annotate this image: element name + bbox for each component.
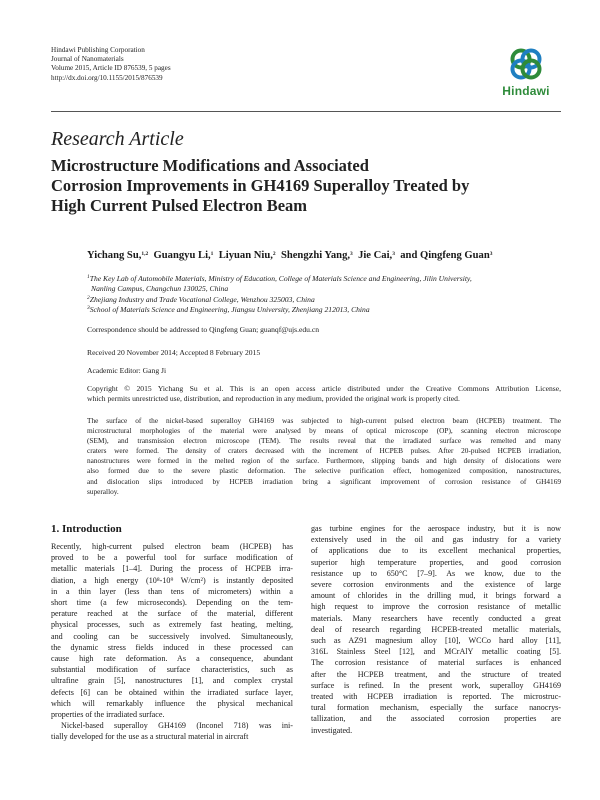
text-line: diation, a high energy (10⁸-10⁹ W/cm²) is instantly deposited [51,575,293,585]
abstract-line: craters were formed. The density of craters decreased with the increment of HCPEB pulses. After 20-pulsed HCPEB irradiation, [87,446,561,456]
affiliation: $^2$Zhejiang Industry and Trade Vocational College, Wenzhou 325003, China [87,294,315,304]
text-line: proved to be a powerful tool for surface modification of [51,553,293,563]
abstract-line: (SEM), and transmission electron microscope (TEM). The results reveal that the irradiated surface was remelted and many [87,436,561,446]
text-line: The corrosion resistance of material surfaces is enhanced [311,658,561,668]
abstract-line: and dislocation slips introduced by HCPEB irradiation bring a significant improvement of corrosion resistance of GH4169 [87,476,561,486]
text-line: metallic materials [1–4]. During the process of HCPEB irra- [51,564,293,574]
article-type: Research Article [51,128,184,150]
text-line: treated with HCPEB irradiation is reported. The microstruc- [311,692,561,702]
text-line: the dynamic stress fields induced in these processed can [51,642,293,652]
text-line: tially developed for the use as a structural material in aircraft [51,732,249,742]
affiliations [87,274,472,315]
logo-wordmark: Hindawi [502,84,550,98]
text-line: properties of the irradiated surface. [51,710,165,720]
text-line: Nickel-based superalloy GH4169 (Inconel 718) was ini- [61,721,293,731]
copyright [87,384,561,405]
text-line: which will remarkably influence the physical mechanical [51,698,293,708]
intro-text-left [51,541,293,743]
paper-title [51,156,551,216]
left-column [51,523,293,743]
text-line: extensively used in the oil and gas industry for a variety [311,535,561,545]
text-line: such as AZ91 magnesium alloy [10], WCCo hard alloy [11], [311,636,561,646]
copyright-line: Copyright © 2015 Yichang Su et al. This is an open access article distributed under the Creative Commons Attribution License, [87,384,561,393]
publisher: Hindawi Publishing Corporation [51,46,145,54]
text-line: amount of chlorides in the drilling mud, it brings forward a [311,591,561,601]
text-line: high request to improve the corrosion resistance of metallic [311,602,561,612]
right-column [311,523,561,736]
title-line: Corrosion Improvements in GH4169 Superalloy Treated by [51,176,470,195]
abstract-line: nanostructures were formed in the melted region of the surface. Furthermore, slipping bands and high density of dislocations were [87,456,561,466]
text-line: short time (a few microseconds). Depending on the tem- [51,598,293,608]
text-line: in a thin layer (less than tens of micrometers) within a [51,586,293,596]
text-line: tural formation mechanism, especially the surface nanocrys- [311,703,561,713]
text-line: superior high temperature properties, and good corrosion [311,557,561,567]
header-divider [51,111,561,112]
text-line: defects [6] can be obtained within the irradiated surface layer, [51,687,293,697]
text-line: 316L Stainless Steel [12], and MCrAlY metallic coating [5]. [311,647,561,657]
text-line: investigated. [311,725,353,735]
title-line: Microstructure Modifications and Associated [51,156,369,175]
text-line: of applications due to its excellent mechanical properties, [311,546,561,556]
author-list [87,250,493,261]
author: Yichang Su,$^{1,2}$ [87,250,149,261]
text-line: perature reached at the surface of the material, different [51,609,293,619]
hindawi-logo [493,44,559,98]
abstract-line: superalloy. [87,486,119,496]
text-line: ultrafine grain [5], nanostructures [1], and complex crystal [51,676,293,686]
received-dates: Received 20 November 2014; Accepted 8 February 2015 [87,348,261,357]
text-line: severe corrosion environments and the existence of large [311,580,561,590]
author: Liyuan Niu,$^2$ [218,250,276,261]
abstract-line: also formed due to the severe plastic deformation. The selective purification effect, homogenized composition, nanostructures, [87,466,561,476]
copyright-line: which permits unrestricted use, distribution, and reproduction in any medium, provided the original work is properly cited. [87,394,460,404]
text-line: deal of research regarding HCPEB-treated metallic materials, [311,624,561,634]
doi-link[interactable]: http://dx.doi.org/10.1155/2015/876539 [51,73,163,82]
journal-name: Journal of Nanomaterials [51,55,124,64]
hindawi-rings-icon [506,44,546,84]
text-line: materials. Many researchers have recently conducted a great [311,613,561,623]
text-line: after the HCPEB treatment, and the structure of treated [311,669,561,679]
affiliation: $^1$The Key Lab of Automobile Materials, Ministry of Education, College of Materials Science and Engineering, Jilin University, [87,274,472,283]
text-line: gas turbine engines for the aerospace industry, but it is now [311,524,561,533]
author: Jie Cai,$^3$ [358,250,395,261]
text-line: physical processes, such as extremely fast heating, melting, [51,620,293,630]
author: and Qingfeng Guan$^3$ [400,250,493,261]
abstract-line: microstructural morphologies of the material were analysed by means of optical microscope (OP), scanning electron microscope [87,426,561,436]
correspondence: Correspondence should be addressed to Qingfeng Guan; guanqf@ujs.edu.cn [87,325,320,334]
text-line: resistance up to 650°C [7–9]. As we know, due to the [311,568,561,578]
journal-meta [51,46,171,83]
author: Guangyu Li,$^1$ [153,250,214,261]
text-line: Recently, high-current pulsed electron beam (HCPEB) has [51,542,293,551]
intro-text-right [311,523,561,736]
affiliation-continued: Nanling Campus, Changchun 130025, China [91,284,229,294]
academic-editor: Academic Editor: Gang Ji [87,366,167,375]
text-line: substantial modification of surface characteristics, such as [51,665,293,675]
author: Shengzhi Yang,$^3$ [280,250,353,261]
text-line: tallization, and the associated corrosion properties are [311,714,561,724]
section-heading: 1. Introduction [51,523,122,535]
abstract [87,416,561,497]
affiliation: $^3$School of Materials Science and Engineering, Jiangsu University, Zhenjiang 212013, China [87,304,370,314]
text-line: cause high rate deformation. As a consequence, abundant [51,654,293,664]
title-line: High Current Pulsed Electron Beam [51,196,308,215]
abstract-line: The surface of the nickel-based superalloy GH4169 was subjected to high-current pulsed electron beam (HCPEB) treatment. The [87,416,561,425]
text-line: surface is refined. In the present work, superalloy GH4169 [311,680,561,690]
volume-info: Volume 2015, Article ID 876539, 5 pages [51,64,171,73]
text-line: and cooling can be successively involved. Simultaneously, [51,631,293,641]
